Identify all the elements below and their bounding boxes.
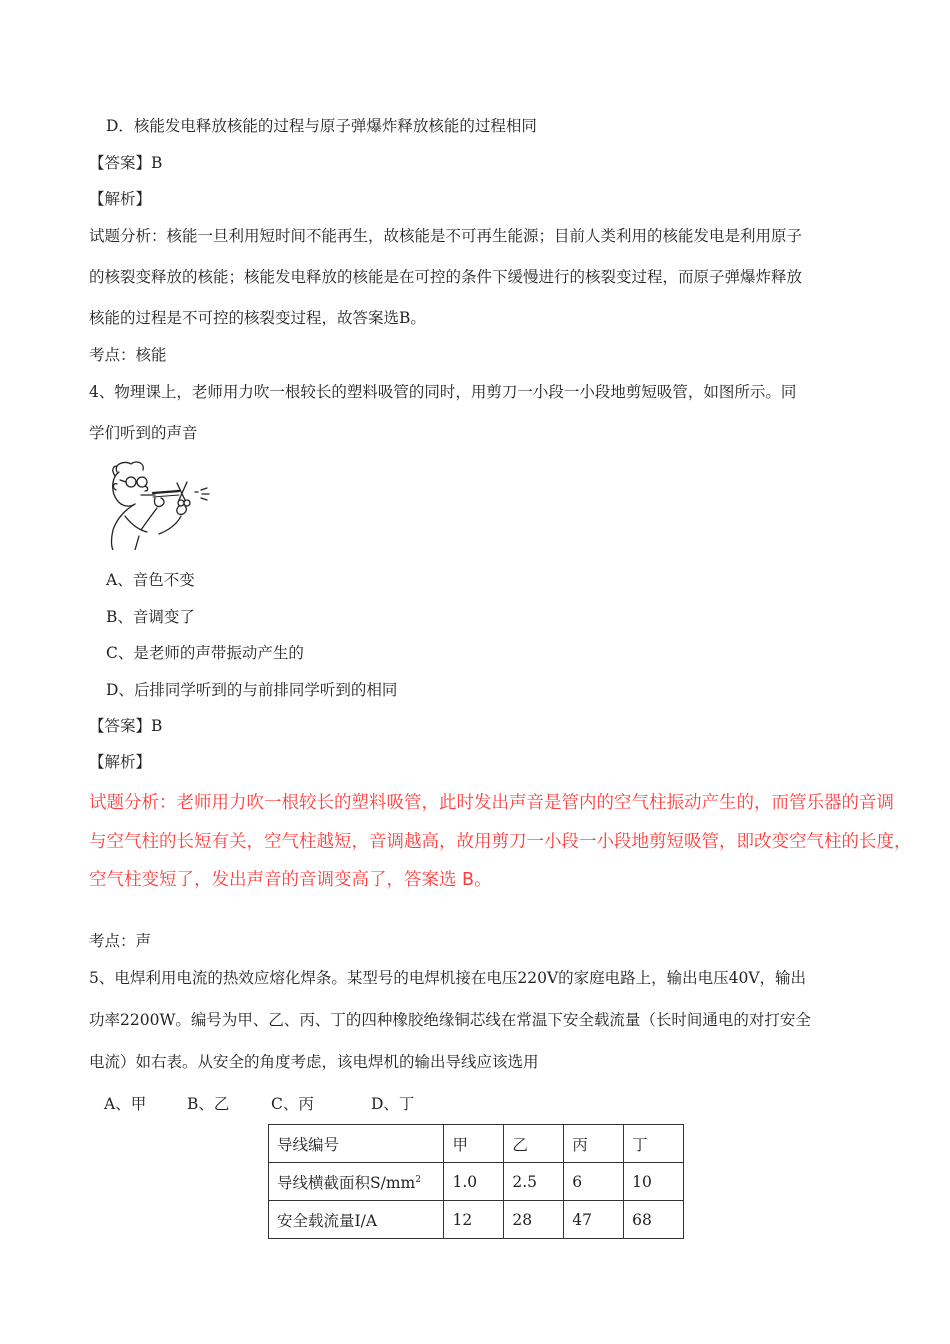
q4-stem-line: 学们听到的声音: [89, 424, 198, 442]
table-cell: 6: [564, 1163, 624, 1201]
q5-stem-line: 5、电焊利用电流的热效应熔化焊条。某型号的电焊机接在电压220V的家庭电路上，输出电压40V，输出: [89, 969, 807, 987]
table-header-cell: 安全载流量I/A: [269, 1201, 444, 1239]
teacher-blowing-straw-figure: [95, 458, 220, 550]
q5-option: C、丙: [271, 1095, 314, 1113]
q3-answer: 【答案】B: [89, 154, 163, 172]
q3-kaodian: 考点：核能: [89, 346, 167, 364]
q4-analysis-line: 试题分析：老师用力吹一根较长的塑料吸管，此时发出声音是管内的空气柱振动产生的，而管乐器的音调: [89, 793, 894, 813]
q3-analysis-line: 核能的过程是不可控的核裂变过程，故答案选B。: [89, 309, 426, 327]
table-cell: 47: [564, 1201, 624, 1239]
table-row: [269, 1125, 684, 1163]
q3-option-d: D．核能发电释放核能的过程与原子弹爆炸释放核能的过程相同: [106, 117, 537, 135]
q4-kaodian: 考点：声: [89, 932, 152, 950]
table-cell: 2.5: [504, 1163, 564, 1201]
q5-option: A、甲: [104, 1095, 147, 1113]
table-cell: 12: [444, 1201, 504, 1239]
q5-stem-line: 功率2200W。编号为甲、乙、丙、丁的四种橡胶绝缘铜芯线在常温下安全载流量（长时间通电的对打安全: [89, 1011, 811, 1029]
q3-analysis-line: 试题分析：核能一旦利用短时间不能再生，故核能是不可再生能源；目前人类利用的核能发电是利用原子: [89, 227, 803, 245]
q4-option: A、音色不变: [106, 571, 195, 589]
q4-option: C、是老师的声带振动产生的: [106, 644, 304, 662]
q3-analysis-line: 的核裂变释放的核能；核能发电释放的核能是在可控的条件下缓慢进行的核裂变过程，而原子弹爆炸释放: [89, 268, 803, 286]
q4-option: B、音调变了: [106, 608, 195, 626]
q4-analysis-line: 与空气柱的长短有关，空气柱越短，音调越高，故用剪刀一小段一小段地剪短吸管，即改变空气柱的长度，: [89, 832, 912, 852]
q5-option: D、丁: [371, 1095, 415, 1113]
q5-stem-line: 电流）如右表。从安全的角度考虑，该电焊机的输出导线应该选用: [89, 1053, 539, 1071]
table-cell: 1.0: [444, 1163, 504, 1201]
q4-option: D、后排同学听到的与前排同学听到的相同: [106, 681, 398, 699]
table-header-cell: [269, 1163, 444, 1201]
q3-analysis-label: 【解析】: [89, 190, 152, 208]
table-cell: 乙: [504, 1125, 564, 1163]
table-cell: 丙: [564, 1125, 624, 1163]
wire-spec-table: [268, 1124, 684, 1239]
table-cell: 10: [624, 1163, 684, 1201]
table-cell: 68: [624, 1201, 684, 1239]
area-label: 导线横截面积S/mm: [277, 1173, 416, 1192]
table-row: [269, 1163, 684, 1201]
area-unit-superscript: 2: [415, 1174, 421, 1185]
table-header-cell: 导线编号: [269, 1125, 444, 1163]
table-cell: 丁: [624, 1125, 684, 1163]
q5-options: [104, 1092, 414, 1114]
q4-analysis-label: 【解析】: [89, 753, 152, 771]
q4-answer: 【答案】B: [89, 717, 163, 735]
table-cell: 28: [504, 1201, 564, 1239]
table-row: [269, 1201, 684, 1239]
q4-analysis-line: 空气柱变短了，发出声音的音调变高了，答案选 B。: [89, 870, 492, 890]
q4-stem-line: 4、物理课上，老师用力吹一根较长的塑料吸管的同时，用剪刀一小段一小段地剪短吸管，如图所示。同: [89, 383, 797, 401]
table-cell: 甲: [444, 1125, 504, 1163]
q5-option: B、乙: [187, 1095, 230, 1113]
